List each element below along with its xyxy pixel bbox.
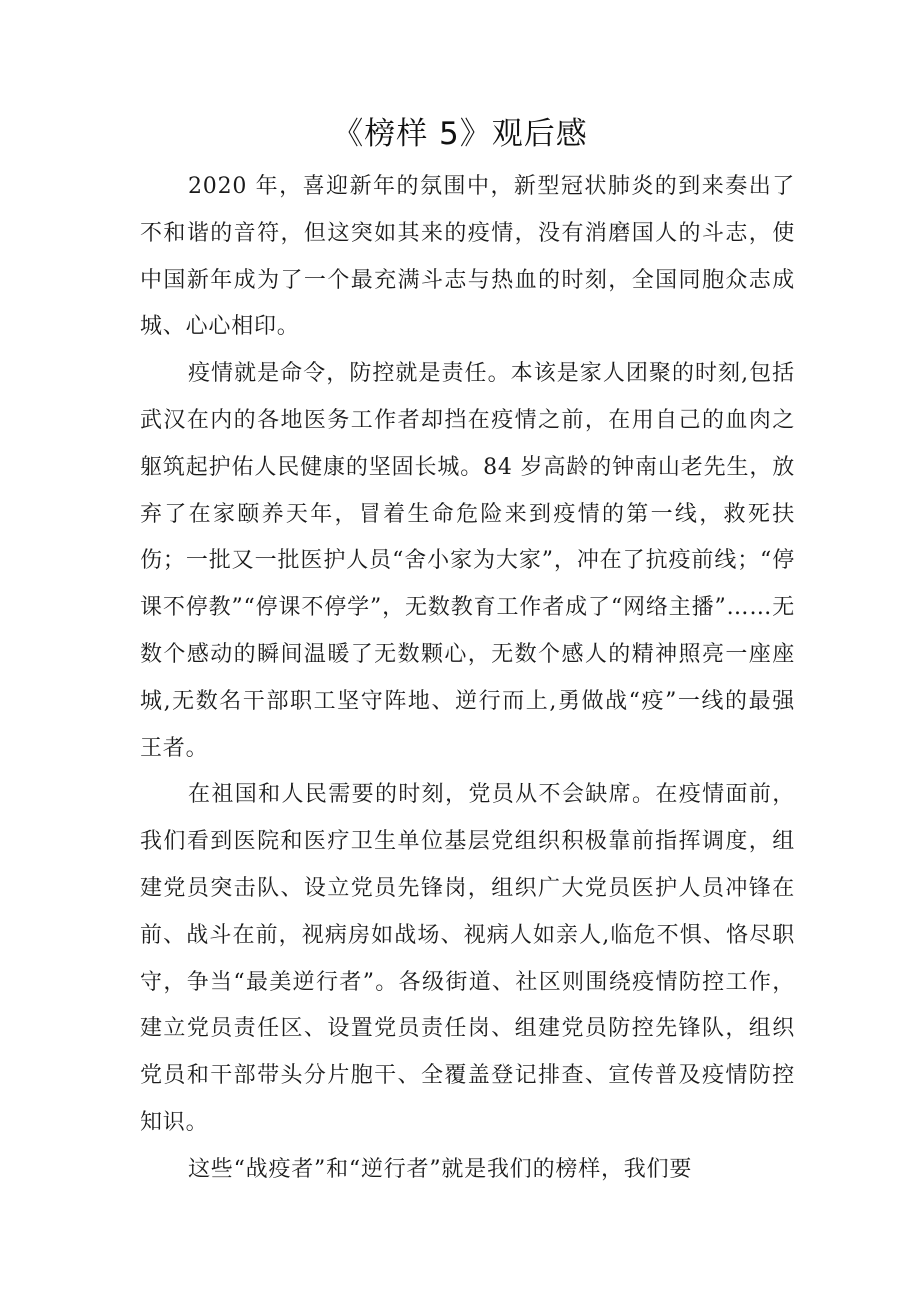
document-body <box>140 164 795 1194</box>
document-title: 《榜样 5》观后感 <box>332 116 588 152</box>
paragraph-4: 这些“战疫者”和“逆行者”就是我们的榜样，我们要 <box>188 1156 693 1182</box>
paragraph-3: 在祖国和人民需要的时刻，党员从不会缺席。在疫情面前，我们看到医院和医疗卫生单位基层党组织积极靠前指挥调度，组建党员突击队、设立党员先锋岗，组织广大党员医护人员冲锋在前、战斗在前，视病房如战场、视病人如亲人,临危不惧、恪尽职守，争当“最美逆行者”。各级街道、社区则围绕疫情防控工作，建立党员责任区、设置党员责任岗、组建党员防控先锋队，组织党员和干部带头分片胞干、全覆盖登记排查、宣传普及疫情防控知识。 <box>140 782 795 1135</box>
paragraph-1: 2020 年，喜迎新年的氛围中，新型冠状肺炎的到来奏出了不和谐的音符，但这突如其来的疫情，没有消磨国人的斗志，使中国新年成为了一个最充满斗志与热血的时刻，全国同胞众志成城、心心相印。 <box>140 174 795 340</box>
paragraph-2: 疫情就是命令，防控就是责任。本该是家人团聚的时刻,包括武汉在内的各地医务工作者却挡在疫情之前，在用自己的血肉之躯筑起护佑人民健康的坚固长城。84 岁高龄的钟南山老先生，放弃了在家颐养天年，冒着生命危险来到疫情的第一线，救死扶伤；一批又一批医护人员“舍小家为大家”，冲在了抗疫前线；“停课不停教”“停课不停学”，无数教育工作者成了“网络主播”……无数个感动的瞬间温暖了无数颗心，无数个感人的精神照亮一座座城,无数名干部职工坚守阵地、逆行而上,勇做战“疫”一线的最强王者。 <box>140 361 795 761</box>
